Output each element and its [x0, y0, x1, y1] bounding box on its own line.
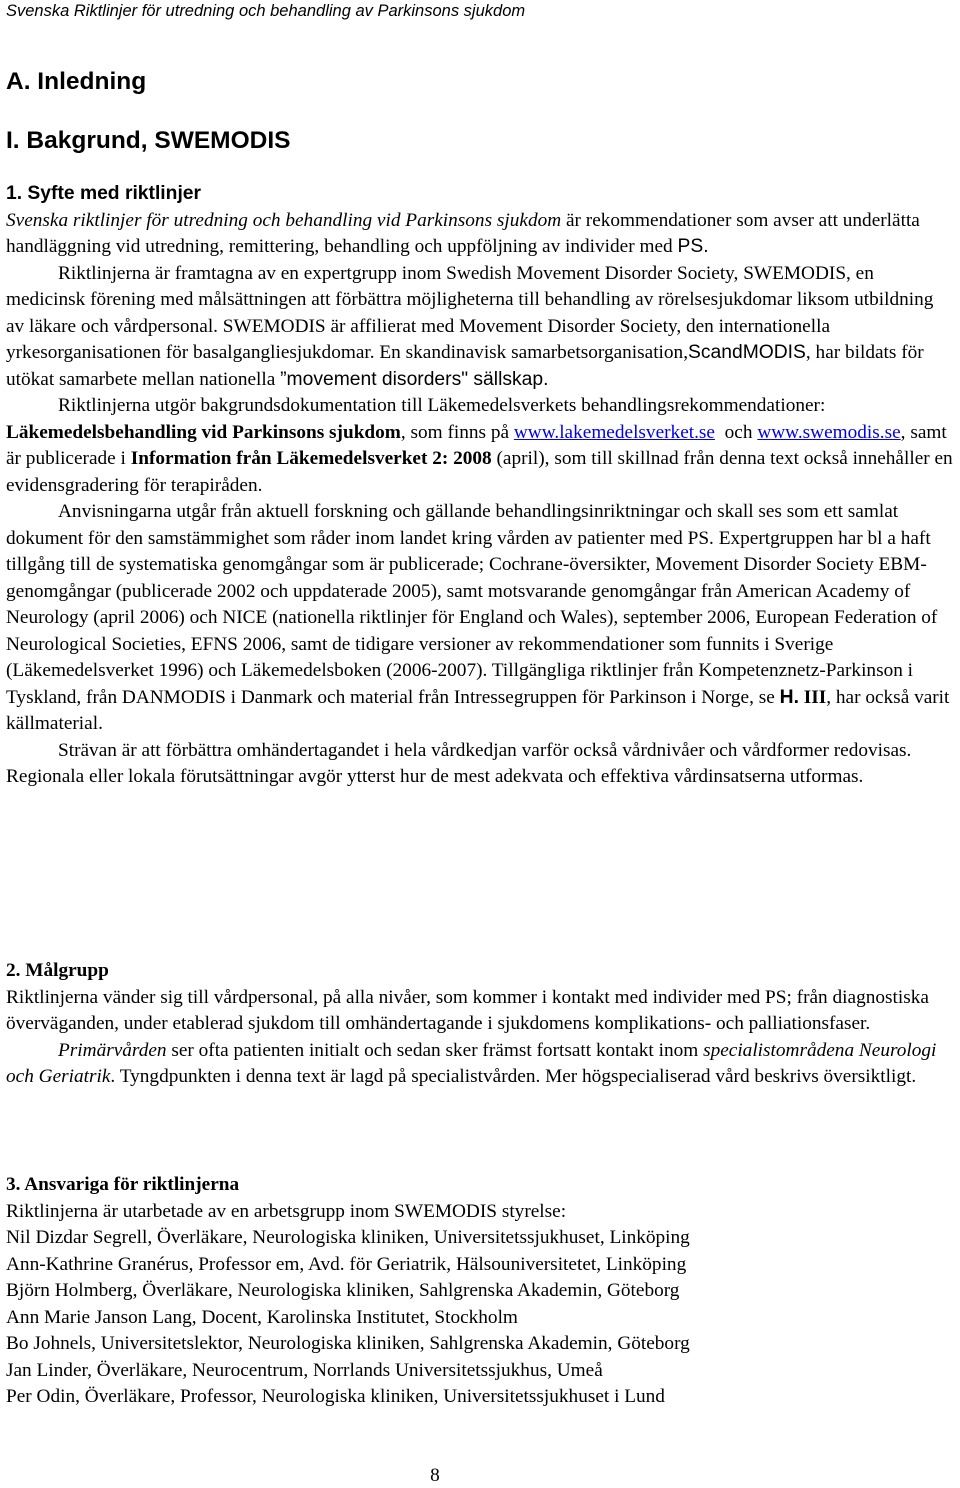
member-list-item: Björn Holmberg, Överläkare, Neurologiska kliniken, Sahlgrenska Akademin, Göteborg	[6, 1280, 680, 1301]
section-syfte	[6, 181, 956, 791]
section-ansvariga	[6, 1172, 956, 1411]
section-syfte-title: 1. Syfte med riktlinjer	[6, 183, 202, 204]
section-ansvariga-intro: Riktlinjerna är utarbetade av en arbetsgrupp inom SWEMODIS styrelse:	[6, 1200, 567, 1222]
section-malgrupp-paragraph-2: Primärvården ser ofta patienten initialt och sedan sker främst fortsatt kontakt inom specialistområdena Neurologi och Geriatrik. Tyngdpunkten i denna text är lagd på specialistvården. Mer högspecialiserad vård beskrivs översiktligt.	[6, 1039, 937, 1087]
section-syfte-paragraph-anvisningar: Anvisningarna utgår från aktuell forskning och gällande behandlingsinriktningar och skall ses som ett samlat dokument för den samstämmighet som råder inom landet kring vården av patienter med PS. Expertgruppen har bl a haft tillgång till de systematiska genomgångar som är publicerade; Cochrane-översikter, Movement Disorder Society EBM-genomgångar (publicerade 2002 och uppdaterade 2005), samt motsvarande genomgångar från American Academy of Neurology (april 2006) och NICE (nationella riktlinjer för England och Wales), september 2006, European Federation of Neurological Societies, EFNS 2006, samt de tidigare versioner av rekommendationer som funnits i Sverige (Läkemedelsverket 1996) och Läkemedelsboken (2006-2007). Tillgängliga riktlinjer från Kompetenznetz-Parkinson i Tyskland, från DANMODIS i Danmark och material från Intressegruppen för Parkinson i Norge, se H. III, har också varit källmaterial.	[6, 501, 950, 734]
heading-i-bakgrund: I. Bakgrund, SWEMODIS	[6, 127, 291, 154]
guideline-title-italic: Svenska riktlinjer för utredning och behandling vid Parkinsons sjukdom	[6, 209, 562, 231]
heading-a-inledning: A. Inledning	[6, 68, 147, 95]
running-header: Svenska Riktlinjer för utredning och behandling av Parkinsons sjukdom	[6, 2, 526, 20]
section-malgrupp-paragraph-1: Riktlinjerna vänder sig till vårdpersonal, på alla nivåer, som kommer i kontakt med individer med PS; från diagnostiska överväganden, under etablerad sjukdom till omhändertagande i sjukdomens komplikations- och palliationsfaser.	[6, 986, 929, 1034]
page-number: 8	[430, 1465, 440, 1486]
section-malgrupp	[6, 958, 956, 1091]
section-malgrupp-title: 2. Målgrupp	[6, 960, 109, 981]
section-syfte-paragraph-stravan: Strävan är att förbättra omhändertagandet i hela vårdkedjan varför också vårdnivåer och vårdformer redovisas. Regionala eller lokala förutsättningar avgör ytterst hur de mest adekvata och effektiva vårdinsatserna utformas.	[6, 739, 912, 787]
member-list-item: Jan Linder, Överläkare, Neurocentrum, Norrlands Universitetssjukhus, Umeå	[6, 1359, 603, 1381]
section-syfte-paragraph-expertgrupp: Riktlinjerna är framtagna av en expertgrupp inom Swedish Movement Disorder Society, SWEMODIS, en medicinsk förening med målsättningen att förbättra möjligheterna till behandling av rörelsesjukdomar liksom utbildning av läkare och vårdpersonal. SWEMODIS är affilierat med Movement Disorder Society, den internationella yrkesorganisationen för basalgangliesjukdomar. En skandinavisk samarbetsorganisation,ScandMODIS, har bildats för utökat samarbete mellan nationella ”movement disorders" sällskap.	[6, 262, 934, 390]
link-lakemedelsverket[interactable]: www.lakemedelsverket.se	[513, 421, 715, 443]
member-list-item: Per Odin, Överläkare, Professor, Neurologiska kliniken, Universitetssjukhuset i Lund	[6, 1386, 665, 1407]
section-syfte-paragraph-bakgrundsdok: Riktlinjerna utgör bakgrundsdokumentation till Läkemedelsverkets behandlingsrekommendationer: Läkemedelsbehandling vid Parkinsons sjukdom, som finns på www.lakemedelsverket.se och www.swemodis.se, samt är publicerade i Information från Läkemedelsverket 2: 2008 (april), som till skillnad från denna text också innehåller en evidensgradering för terapiråden.	[6, 395, 953, 496]
section-ansvariga-title: 3. Ansvariga för riktlinjerna	[6, 1174, 240, 1195]
member-list-item: Nil Dizdar Segrell, Överläkare, Neurologiska kliniken, Universitetssjukhuset, Linköping	[6, 1227, 690, 1248]
section-syfte-intro: Svenska riktlinjer för utredning och behandling vid Parkinsons sjukdom är rekommendationer som avser att underlätta handläggning vid utredning, remittering, behandling och uppföljning av individer med PS.	[6, 209, 920, 257]
member-list-item: Ann Marie Janson Lang, Docent, Karolinska Institutet, Stockholm	[6, 1306, 518, 1328]
member-list-item: Bo Johnels, Universitetslektor, Neurologiska kliniken, Sahlgrenska Akademin, Göteborg	[6, 1333, 690, 1354]
member-list-item: Ann-Kathrine Granérus, Professor em, Avd. för Geriatrik, Hälsouniversitetet, Linköping	[6, 1253, 687, 1275]
link-swemodis[interactable]: www.swemodis.se	[757, 421, 901, 443]
